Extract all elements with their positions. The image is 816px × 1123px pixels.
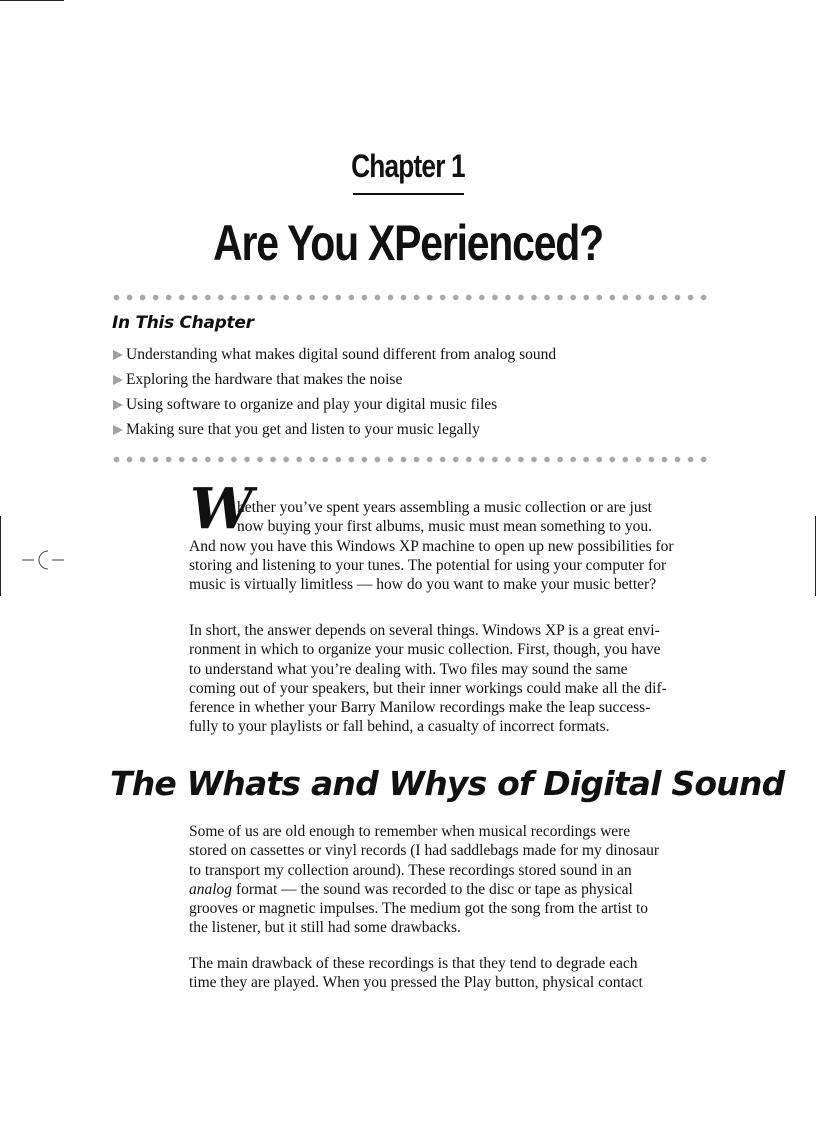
text-line: time they are played. When you pressed the Play button, physical contact — [189, 974, 643, 992]
text-line: stored on cassettes or vinyl records (I had saddlebags made for my dinosaur — [189, 842, 660, 860]
list-item-text: Exploring the hardware that makes the noise — [126, 370, 403, 388]
intro-paragraph-1 — [189, 498, 709, 594]
list-item-text: Understanding what makes digital sound different from analog sound — [126, 345, 557, 363]
chapter-label: Chapter 1 — [351, 148, 465, 184]
crop-mark-left — [0, 516, 1, 596]
text-line: the listener, but it still had some drawbacks. — [189, 919, 461, 937]
text-line: grooves or magnetic impulses. The medium got the song from the artist to — [189, 900, 649, 918]
text-line: ference in whether your Barry Manilow recordings make the leap success- — [189, 699, 651, 717]
chapter-rule — [353, 193, 464, 195]
chapter-topics-list — [110, 342, 556, 442]
text-line: Some of us are old enough to remember when musical recordings were — [189, 823, 631, 840]
list-item — [110, 342, 556, 367]
list-item — [110, 367, 556, 392]
registration-mark-icon — [22, 548, 64, 572]
text-line: to understand what you’re dealing with. Two files may sound the same — [189, 660, 628, 678]
list-item-text: Using software to organize and play your digital music files — [126, 395, 498, 413]
text-line: coming out of your speakers, but their inner workings could make all the dif- — [189, 679, 667, 697]
text-line: storing and listening to your tunes. The potential for using your computer for — [189, 556, 667, 574]
dotted-divider-top — [113, 294, 713, 302]
text-line: And now you have this Windows XP machine to open up new possibilities for — [189, 537, 674, 555]
text-line: hether you’ve spent years assembling a music collection or are just — [237, 499, 652, 516]
drop-cap: W — [190, 476, 247, 542]
text-line: ronment in which to organize your music collection. First, though, you have — [189, 641, 661, 659]
arrow-bullet-icon — [113, 350, 123, 360]
text-line: In short, the answer depends on several things. Windows XP is a great envi- — [189, 622, 660, 639]
section-paragraph-2 — [189, 954, 709, 993]
text-line-rest: format — the sound was recorded to the disc or tape as physical — [235, 880, 633, 898]
list-item — [110, 392, 556, 417]
arrow-bullet-icon — [113, 375, 123, 385]
section-heading: The Whats and Whys of Digital Sound — [110, 764, 785, 803]
list-item-text: Making sure that you get and listen to your music legally — [126, 420, 480, 438]
chapter-title: Are You XPerienced? — [213, 215, 603, 271]
list-item — [110, 417, 556, 442]
text-line: fully to your playlists or fall behind, a casualty of incorrect formats. — [189, 718, 610, 736]
intro-paragraph-2 — [189, 621, 709, 737]
crop-mark-top — [0, 0, 64, 1]
section-paragraph-1 — [189, 822, 709, 938]
text-line: now buying your first albums, music must mean something to you. — [237, 518, 653, 536]
text-line — [189, 880, 709, 899]
text-line: The main drawback of these recordings is that they tend to degrade each — [189, 955, 638, 972]
arrow-bullet-icon — [113, 425, 123, 435]
dotted-divider-bottom — [113, 456, 713, 464]
text-line: to transport my collection around). These recordings stored sound in an — [189, 861, 632, 879]
arrow-bullet-icon — [113, 400, 123, 410]
text-line: music is virtually limitless — how do you want to make your music better? — [189, 576, 657, 594]
italic-term: analog — [189, 880, 233, 898]
in-this-chapter-heading: In This Chapter — [112, 313, 254, 333]
